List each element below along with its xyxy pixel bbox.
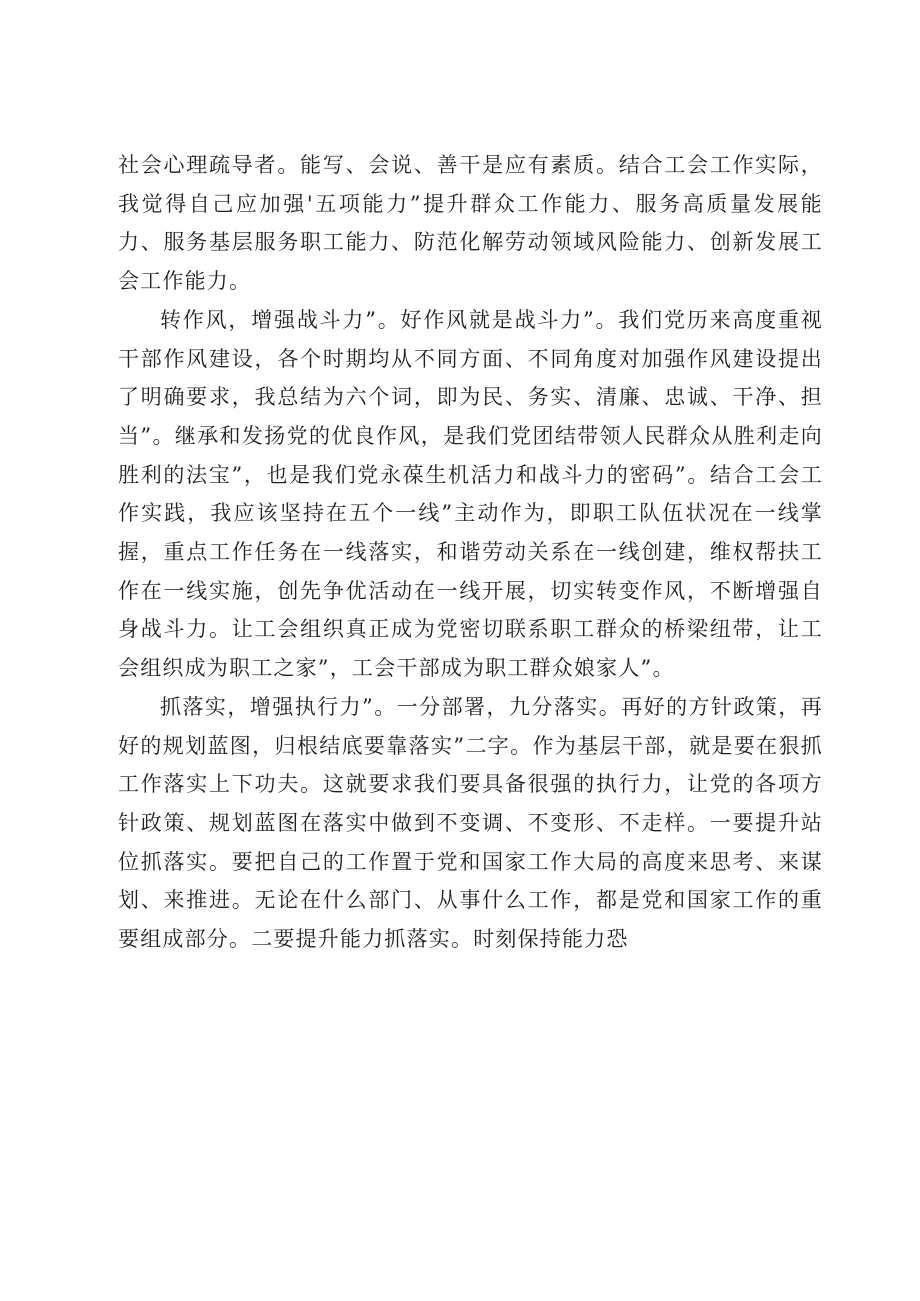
paragraph-implementation: 抓落实，增强执行力”。一分部署，九分落实。再好的方针政策，再好的规划蓝图，归根结底要靠落实”二字。作为基层干部，就是要在狠抓工作落实上下功夫。这就要求我们要具备很强的执行力，让党的各项方针政策、规划蓝图在落实中做到不变调、不变形、不走样。一要提升站位抓落实。要把自己的工作置于党和国家工作大局的高度来思考、来谋划、来推进。无论在什么部门、从事什么工作，都是党和国家工作的重要组成部分。二要提升能力抓落实。时刻保持能力恐 bbox=[118, 694, 823, 952]
document-body bbox=[118, 146, 823, 959]
paragraph-work-style: 转作风，增强战斗力”。好作风就是战斗力”。我们党历来高度重视干部作风建设，各个时期均从不同方面、不同角度对加强作风建设提出了明确要求，我总结为六个词，即为民、务实、清廉、忠诚、干净、担当”。继承和发扬党的优良作风，是我们党团结带领人民群众从胜利走向胜利的法宝”，也是我们党永葆生机活力和战斗力的密码”。结合工会工作实践，我应该坚持在五个一线”主动作为，即职工队伍状况在一线掌握，重点工作任务在一线落实，和谐劳动关系在一线创建，维权帮扶工作在一线实施，创先争优活动在一线开展，切实转变作风，不断增强自身战斗力。让工会组织真正成为党密切联系职工群众的桥梁纽带，让工会组织成为职工之家”，工会干部成为职工群众娘家人”。 bbox=[118, 307, 823, 681]
paragraph-five-abilities: 社会心理疏导者。能写、会说、善干是应有素质。结合工会工作实际，我觉得自己应加强'五项能力”提升群众工作能力、服务高质量发展能力、服务基层服务职工能力、防范化解劳动领域风险能力、创新发展工会工作能力。 bbox=[118, 153, 823, 294]
